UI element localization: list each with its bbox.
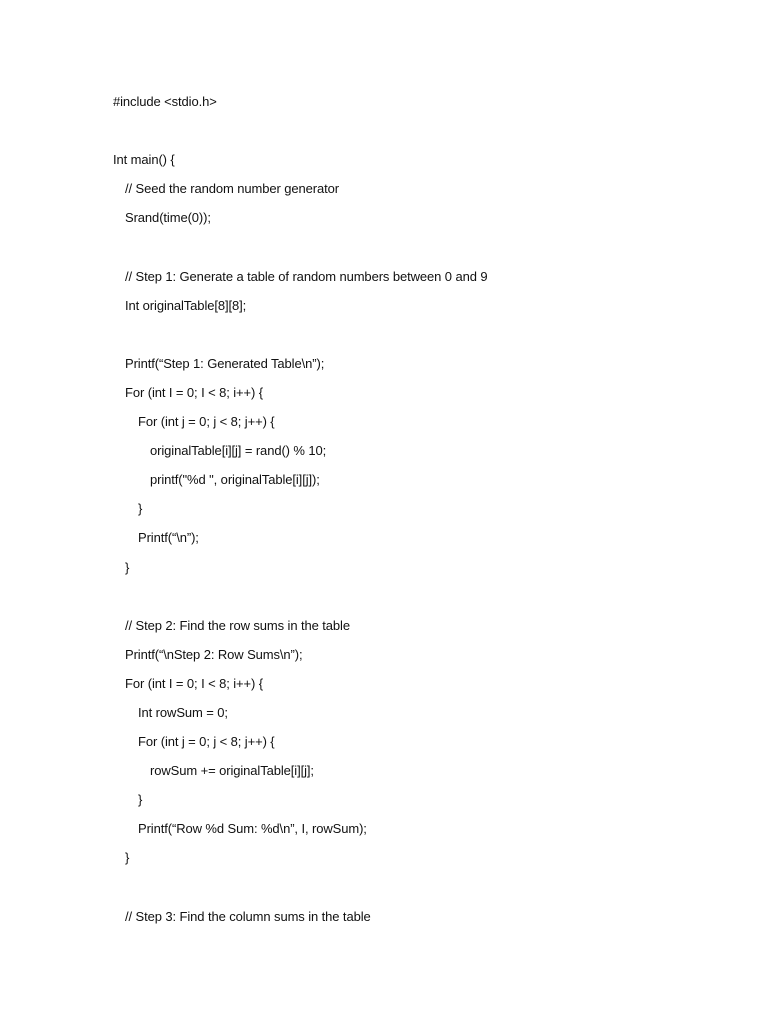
code-line: Printf(“Row %d Sum: %d\n”, I, rowSum); (138, 821, 367, 837)
code-line: // Seed the random number generator (125, 181, 340, 197)
code-line: Int rowSum = 0; (138, 704, 228, 720)
code-line: } (138, 792, 143, 808)
code-line: For (int I = 0; I < 8; i++) { (125, 675, 263, 691)
code-line: } (138, 501, 143, 517)
code-line: For (int I = 0; I < 8; i++) { (125, 384, 263, 400)
code-line: printf("%d ", originalTable[i][j]); (150, 472, 320, 488)
code-line: Srand(time(0)); (125, 210, 211, 226)
code-line: Printf(“\n”); (138, 530, 199, 546)
code-line: // Step 2: Find the row sums in the table (125, 617, 350, 633)
blank-line (113, 325, 733, 354)
code-line: Printf(“Step 1: Generated Table\n”); (125, 355, 325, 371)
blank-line (113, 587, 733, 616)
blank-line (113, 878, 733, 907)
code-line: // Step 1: Generate a table of random numbers between 0 and 9 (125, 268, 488, 284)
code-line: // Step 3: Find the column sums in the table (125, 908, 371, 924)
code-line: For (int j = 0; j < 8; j++) { (138, 414, 275, 430)
code-line: Int main() { (113, 152, 175, 168)
blank-line (113, 121, 733, 150)
code-line: Int originalTable[8][8]; (125, 297, 247, 313)
code-line: } (125, 559, 130, 575)
code-line: For (int j = 0; j < 8; j++) { (138, 734, 275, 750)
code-line: } (125, 850, 130, 866)
code-listing (113, 92, 733, 936)
blank-line (113, 237, 733, 266)
code-line: originalTable[i][j] = rand() % 10; (150, 443, 327, 459)
code-line: rowSum += originalTable[i][j]; (150, 763, 314, 779)
code-line: Printf(“\nStep 2: Row Sums\n”); (125, 646, 303, 662)
code-line: #include <stdio.h> (113, 94, 217, 109)
